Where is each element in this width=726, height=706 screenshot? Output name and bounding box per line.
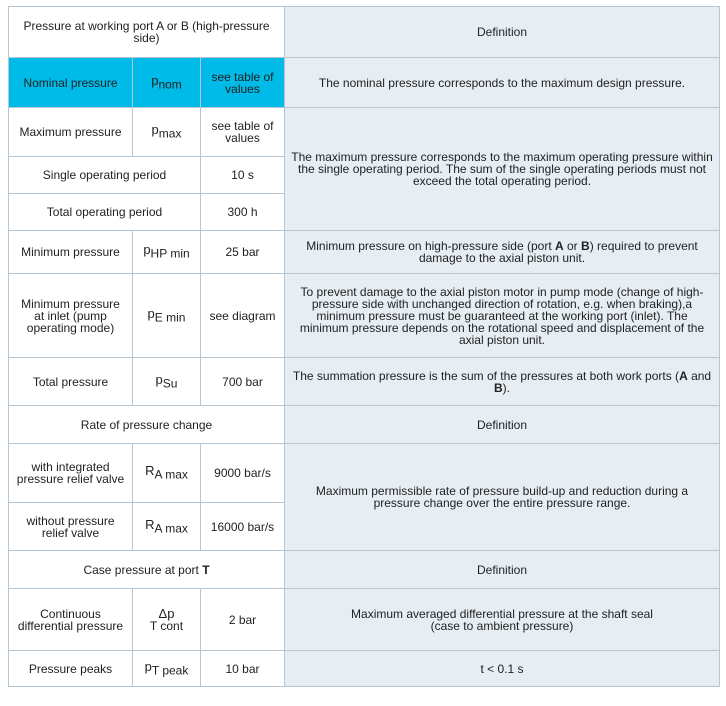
row-definition: The nominal pressure corresponds to the maximum design pressure.: [285, 58, 720, 108]
row-value: 25 bar: [201, 231, 285, 274]
row-symbol: $p_{HP min}$: [133, 231, 201, 274]
row-definition: t < 0.1 s: [285, 651, 720, 687]
row-value: see table of values: [201, 58, 285, 108]
table-row-rate-with-valve: [9, 444, 720, 503]
row-value: see diagram: [201, 274, 285, 358]
row-value: 16000 bar/s: [201, 503, 285, 551]
table-row-nominal-pressure: [9, 58, 720, 108]
case-section-title: Case pressure at port T: [9, 551, 285, 589]
row-symbol: $R_{A max}$: [133, 503, 201, 551]
row-label: Total operating period: [9, 194, 201, 231]
header-title: Pressure at working port A or B (high-pressure side): [9, 7, 285, 58]
header-definition: Definition: [285, 7, 720, 58]
table-row-maximum-pressure: [9, 108, 720, 157]
rate-section-header-row: [9, 406, 720, 444]
table-row-total-pressure: [9, 358, 720, 406]
row-value: 10 bar: [201, 651, 285, 687]
row-label: without pressure relief valve: [9, 503, 133, 551]
table-row-continuous-differential-pressure: [9, 589, 720, 651]
case-section-definition-header: Definition: [285, 551, 720, 589]
row-definition: The summation pressure is the sum of the pressures at both work ports (A and B).: [285, 358, 720, 406]
row-definition: To prevent damage to the axial piston motor in pump mode (change of high-pressure side with unchanged direction of rotation, e.g. when braking),a minimum pressure must be guaranteed at the working port (inlet). The minimum pressure depends on the rotational speed and displacement of the axial piston unit.: [285, 274, 720, 358]
row-value: see table of values: [201, 108, 285, 157]
row-value: 700 bar: [201, 358, 285, 406]
row-label: Pressure peaks: [9, 651, 133, 687]
rate-section-definition: Maximum permissible rate of pressure build-up and reduction during a pressure change over the entire pressure range.: [285, 444, 720, 551]
row-symbol: $p_{max}$: [133, 108, 201, 157]
row-definition: Maximum averaged differential pressure at the shaft seal (case to ambient pressure): [285, 589, 720, 651]
row-symbol: $R_{A max}$: [133, 444, 201, 503]
row-label: Continuous differential pressure: [9, 589, 133, 651]
table-header-row: [9, 7, 720, 58]
row-label: Nominal pressure: [9, 58, 133, 108]
row-definition: Minimum pressure on high-pressure side (port A or B) required to prevent damage to the axial piston unit.: [285, 231, 720, 274]
row-label: Single operating period: [9, 157, 201, 194]
row-value: 10 s: [201, 157, 285, 194]
row-label: Maximum pressure: [9, 108, 133, 157]
row-label: Minimum pressure at inlet (pump operating mode): [9, 274, 133, 358]
row-symbol: $p_{E min}$: [133, 274, 201, 358]
row-value: 300 h: [201, 194, 285, 231]
row-symbol: $p_{nom}$: [133, 58, 201, 108]
row-label: with integrated pressure relief valve: [9, 444, 133, 503]
row-symbol: $p_{T peak}$: [133, 651, 201, 687]
table-row-pressure-peaks: [9, 651, 720, 687]
row-symbol: $p_{Su}$: [133, 358, 201, 406]
pressure-spec-table: [8, 6, 720, 687]
rate-section-definition-header: Definition: [285, 406, 720, 444]
row-value: 2 bar: [201, 589, 285, 651]
table-row-minimum-inlet-pressure: [9, 274, 720, 358]
case-section-header-row: [9, 551, 720, 589]
row-value: 9000 bar/s: [201, 444, 285, 503]
row-label: Minimum pressure: [9, 231, 133, 274]
table-row-minimum-pressure: [9, 231, 720, 274]
rate-section-title: Rate of pressure change: [9, 406, 285, 444]
row-symbol: Δp T cont: [133, 589, 201, 651]
row-label: Total pressure: [9, 358, 133, 406]
row-definition: The maximum pressure corresponds to the maximum operating pressure within the single operating period. The sum of the single operating periods must not exceed the total operating period.: [285, 108, 720, 231]
